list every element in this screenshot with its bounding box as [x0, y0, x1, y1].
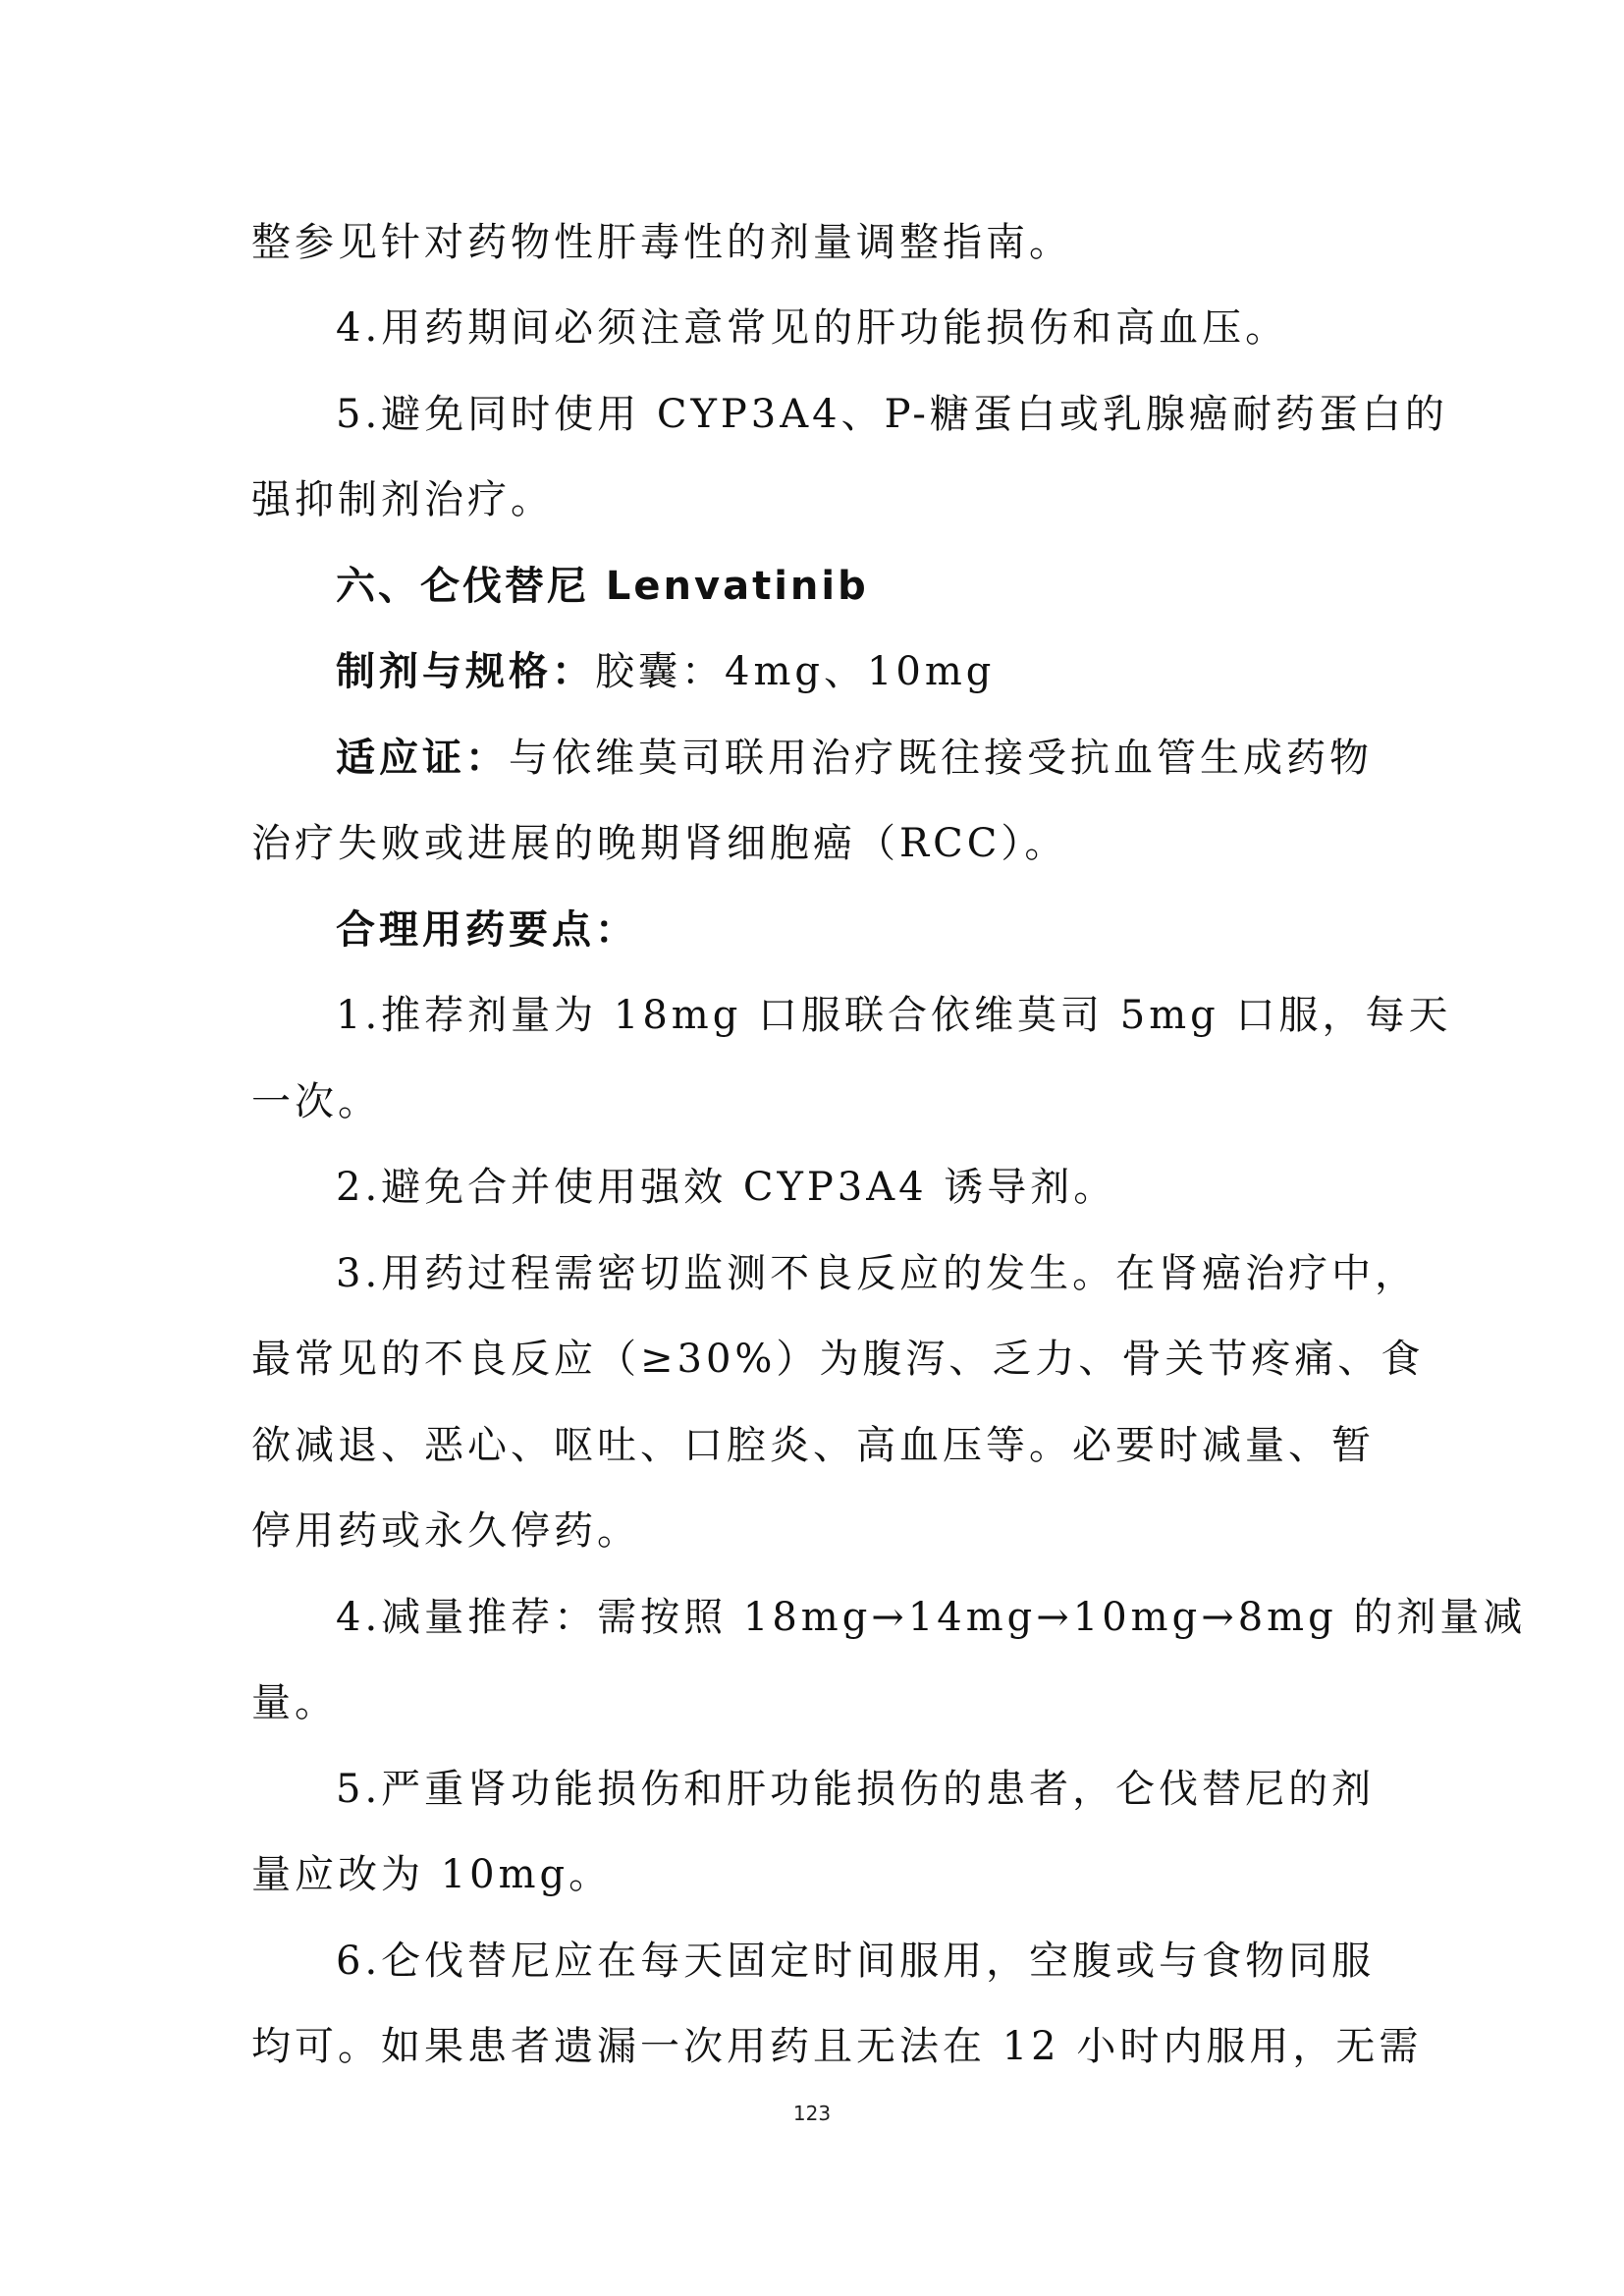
- text-line-21: 5.严重肾功能损伤和肝功能损伤的患者，仑伐替尼的剂: [336, 1767, 1376, 1812]
- text-line-23: 6.仑伐替尼应在每天固定时间服用，空腹或与食物同服: [336, 1939, 1376, 1984]
- formulation-value: 胶囊：4mg、10mg: [595, 649, 996, 694]
- text-line-12: 1.推荐剂量为 18mg 口服联合依维莫司 5mg 口服，每天: [336, 993, 1452, 1038]
- text-line-16: 最常见的不良反应（≥30%）为腹泻、乏力、骨关节疼痛、食: [251, 1337, 1425, 1382]
- indication-value: 与依维莫司联用治疗既往接受抗血管生成药物: [509, 736, 1373, 781]
- text-line-14: 2.避免合并使用强效 CYP3A4 诱导剂。: [336, 1165, 1117, 1210]
- formulation-line: [336, 647, 1390, 696]
- text-line-17: 欲减退、恶心、呕吐、口腔炎、高血压等。必要时减量、暂: [251, 1423, 1375, 1468]
- text-line-3: 5.避免同时使用 CYP3A4、P-糖蛋白或乳腺癌耐药蛋白的: [336, 392, 1448, 437]
- text-line-19: 4.减量推荐：需按照 18mg→14mg→10mg→8mg 的剂量减: [336, 1595, 1527, 1640]
- page-number: 123: [792, 2102, 832, 2125]
- text-line-4: 强抑制剂治疗。: [251, 477, 554, 522]
- indication-label: 适应证：: [336, 736, 509, 781]
- text-line-10: 治疗失败或进展的晚期肾细胞癌（RCC）。: [251, 821, 1068, 866]
- usage-heading: 合理用药要点：: [336, 907, 638, 953]
- text-line-1: 整参见针对药物性肝毒性的剂量调整指南。: [251, 220, 1072, 265]
- formulation-label: 制剂与规格：: [336, 649, 595, 694]
- text-line-24: 均可。如果患者遗漏一次用药且无法在 12 小时内服用，无需: [251, 2024, 1423, 2069]
- text-line-13: 一次。: [251, 1079, 381, 1124]
- text-line-18: 停用药或永久停药。: [251, 1508, 640, 1554]
- text-line-22: 量应改为 10mg。: [251, 1852, 613, 1897]
- text-line-2: 4.用药期间必须注意常见的肝功能损伤和高血压。: [336, 305, 1289, 351]
- text-line-20: 量。: [251, 1680, 338, 1725]
- indication-line: [336, 734, 1390, 783]
- section-heading: 六、仑伐替尼 Lenvatinib: [336, 564, 869, 609]
- text-line-15: 3.用药过程需密切监测不良反应的发生。在肾癌治疗中，: [336, 1251, 1419, 1296]
